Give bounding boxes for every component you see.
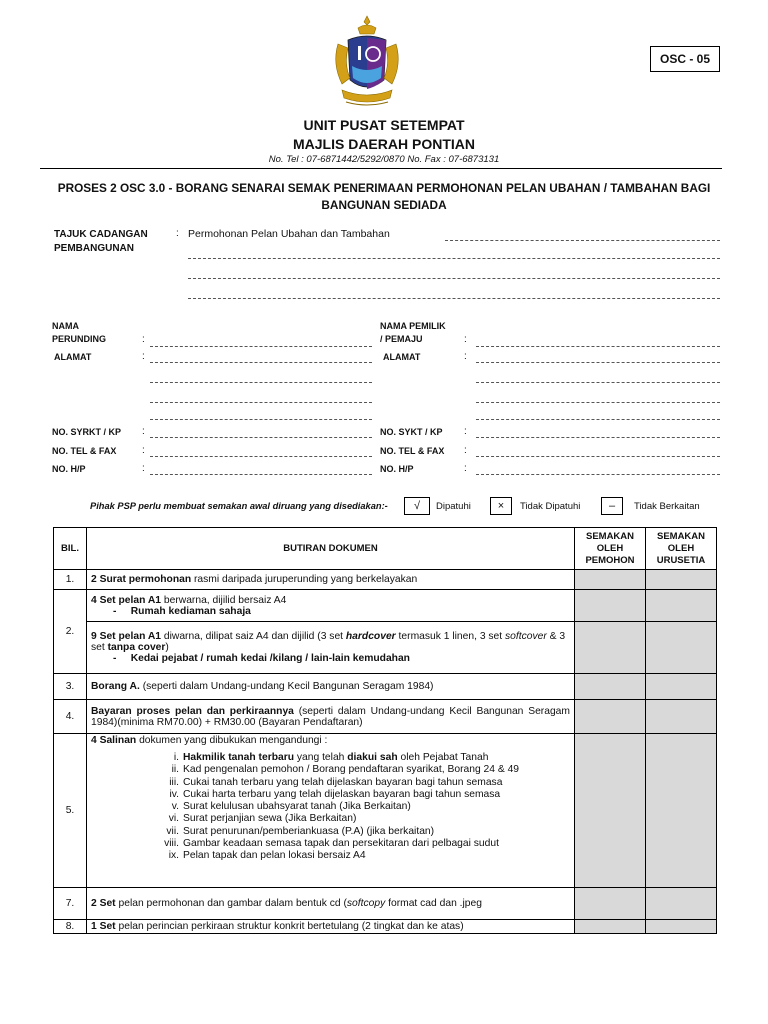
tajuk-cadangan-label: TAJUK CADANGAN PEMBANGUNAN xyxy=(54,229,148,254)
row-number: 2. xyxy=(54,590,87,674)
no-tel-fax-label: NO. TEL & FAX xyxy=(52,446,117,456)
pemohon-check-cell[interactable] xyxy=(575,570,646,590)
urusetia-check-cell[interactable] xyxy=(646,734,717,888)
row-description: Borang A. (seperti dalam Undang-undang Kecil Bangunan Seragam 1984) xyxy=(87,674,575,700)
pemohon-check-cell[interactable] xyxy=(575,590,646,622)
row-number: 3. xyxy=(54,674,87,700)
table-header-row xyxy=(54,528,717,570)
sublist-item-text: Pelan tapak dan pelan lokasi bersaiz A4 xyxy=(183,850,366,862)
urusetia-check-cell[interactable] xyxy=(646,920,717,934)
sublist-item-text: Gambar keadaan semasa tapak dan persekitaran dari pelbagai sudut xyxy=(183,838,499,850)
tajuk-line-3[interactable] xyxy=(188,278,720,279)
no-syrkt-field[interactable] xyxy=(150,437,372,438)
table-row xyxy=(54,734,717,888)
urusetia-check-cell[interactable] xyxy=(646,622,717,674)
urusetia-check-cell[interactable] xyxy=(646,700,717,734)
no-syrkt-label: NO. SYRKT / KP xyxy=(52,427,122,437)
no-hp-field[interactable] xyxy=(150,474,372,475)
table-row xyxy=(54,570,717,590)
no-tel-fax-pemilik-field[interactable] xyxy=(476,456,720,457)
sublist-item xyxy=(168,813,570,825)
sublist-item-text: Cukai harta terbaru yang telah dijelaskan bayaran bagi tahun semasa xyxy=(183,788,501,800)
alamat-pemilik-field-1[interactable] xyxy=(476,362,720,363)
sublist-item-number: vi. xyxy=(168,813,179,825)
table-row xyxy=(54,700,717,734)
tajuk-line-1[interactable] xyxy=(445,240,720,241)
colon: : xyxy=(142,351,145,362)
process-title: PROSES 2 OSC 3.0 - BORANG SENARAI SEMAK PENERIMAAN PERMOHONAN PELAN UBAHAN / TAMBAHAN BAGI BANGUNAN SEDIADA xyxy=(57,181,711,212)
header-divider xyxy=(40,168,722,169)
header-bil: BIL. xyxy=(54,528,87,570)
no-sykt-label: NO. SYKT / KP xyxy=(380,427,443,437)
colon: : xyxy=(142,426,145,437)
alamat-field-1[interactable] xyxy=(150,362,372,363)
sublist-item xyxy=(171,801,570,813)
row-description: 1 Set pelan perincian perkiraan struktur konkrit bertetulang (2 tingkat dan ke atas) xyxy=(87,920,575,934)
colon: : xyxy=(464,334,467,345)
table-row xyxy=(54,590,717,622)
row-number: 1. xyxy=(54,570,87,590)
sublist-item xyxy=(171,764,570,776)
document-checklist-table xyxy=(53,527,717,934)
colon: : xyxy=(464,351,467,362)
sublist-item-number: iv. xyxy=(169,788,179,800)
document-sublist xyxy=(91,752,570,863)
sublist-item-number: ii. xyxy=(171,764,179,776)
row-description: Bayaran proses pelan dan perkiraannya (seperti dalam Undang-undang Kecil Bangunan Seragam 1984)(minima RM70.00) + RM30.00 (Bayaran Pendaftaran) xyxy=(87,700,575,734)
row-number: 8. xyxy=(54,920,87,934)
sublist-item-number: vii. xyxy=(166,825,179,837)
sublist-item xyxy=(166,825,570,838)
sublist-item-number: viii. xyxy=(164,838,179,850)
contact-line: No. Tel : 07-6871442/5292/0870 No. Fax : 07-6873131 xyxy=(268,154,500,165)
no-tel-fax-pemilik-label: NO. TEL & FAX xyxy=(380,446,445,456)
legend-instruction: Pihak PSP perlu membuat semakan awal diruang yang disediakan:- xyxy=(90,501,388,511)
sublist-item-text: diakui sah xyxy=(347,752,398,763)
sublist-item-text: Surat perjanjian sewa (Jika Berkaitan) xyxy=(183,813,357,825)
cross-mark-icon: × xyxy=(490,497,512,515)
colon: : xyxy=(464,463,467,474)
colon: : xyxy=(142,334,145,345)
alamat-field-2[interactable] xyxy=(150,382,372,383)
row-number: 5. xyxy=(54,734,87,888)
table-row xyxy=(54,920,717,934)
nama-pemilik-field[interactable] xyxy=(476,346,720,347)
colon: : xyxy=(142,463,145,474)
sublist-item xyxy=(169,788,570,801)
alamat-label: ALAMAT xyxy=(54,352,92,362)
pemohon-check-cell[interactable] xyxy=(575,734,646,888)
pemohon-check-cell[interactable] xyxy=(575,700,646,734)
nama-perunding-label: NAMA PERUNDING xyxy=(52,321,107,344)
sublist-item xyxy=(164,838,570,850)
tajuk-line-2[interactable] xyxy=(188,258,720,259)
no-hp-pemilik-field[interactable] xyxy=(476,474,720,475)
sublist-item-number: iii. xyxy=(169,776,179,788)
colon: : xyxy=(464,426,467,437)
legend-tidak-berkaitan: Tidak Berkaitan xyxy=(634,501,700,512)
urusetia-check-cell[interactable] xyxy=(646,570,717,590)
nama-pemilik-label: NAMA PEMILIK / PEMAJU xyxy=(380,321,446,344)
form-code-box: OSC - 05 xyxy=(650,46,720,72)
unit-title: UNIT PUSAT SETEMPAT xyxy=(303,117,465,133)
alamat-pemilik-field-4[interactable] xyxy=(476,419,720,420)
row-number: 7. xyxy=(54,888,87,920)
nama-perunding-field[interactable] xyxy=(150,346,372,347)
row-number: 4. xyxy=(54,700,87,734)
pemohon-check-cell[interactable] xyxy=(575,674,646,700)
no-hp-label: NO. H/P xyxy=(52,464,86,474)
sublist-item-text: Kad pengenalan pemohon / Borang pendaftaran syarikat, Borang 24 & 49 xyxy=(183,764,520,776)
check-mark-icon: √ xyxy=(404,497,430,515)
urusetia-check-cell[interactable] xyxy=(646,674,717,700)
sublist-item-text: Surat kelulusan ubahsyarat tanah (Jika Berkaitan) xyxy=(183,801,411,813)
alamat-pemilik-field-2[interactable] xyxy=(476,382,720,383)
alamat-field-4[interactable] xyxy=(150,419,372,420)
header-butiran: BUTIRAN DOKUMEN xyxy=(87,528,575,570)
sublist-item-number: i. xyxy=(173,752,179,763)
row-description: 2 Set pelan permohonan dan gambar dalam bentuk cd (softcopy format cad dan .jpeg xyxy=(87,888,575,920)
row-description: 2 Surat permohonan rasmi daripada juruperunding yang berkelayakan xyxy=(87,570,575,590)
sublist-item xyxy=(169,776,570,789)
no-sykt-field[interactable] xyxy=(476,437,720,438)
sublist-item xyxy=(168,850,570,862)
sublist-item-number: v. xyxy=(171,801,179,813)
council-crest-logo xyxy=(328,14,406,114)
pemohon-check-cell[interactable] xyxy=(575,888,646,920)
no-hp-pemilik-label: NO. H/P xyxy=(380,464,414,474)
sublist-item-text: Cukai tanah terbaru yang telah dijelaskan bayaran bagi tahun semasa xyxy=(183,776,503,788)
row-description: 4 Set pelan A1 berwarna, dijilid bersaiz A4 - Rumah kediaman sahaja xyxy=(87,590,575,622)
sublist-item-text: yang telah xyxy=(294,752,348,763)
sublist-item-text: Hakmilik tanah terbaru xyxy=(183,752,295,763)
row-description: 9 Set pelan A1 diwarna, dilipat saiz A4 dan dijilid (3 set hardcover termasuk 1 linen, 3 set softcover & 3 set tanpa cover) - Kedai pejabat / rumah kedai /kilang / lain-lain kemudahan xyxy=(87,622,575,674)
sublist-item xyxy=(173,752,570,764)
council-title: MAJLIS DAERAH PONTIAN xyxy=(292,136,475,152)
sublist-item-text: oleh Pejabat Tanah xyxy=(397,752,489,763)
legend-dipatuhi: Dipatuhi xyxy=(436,501,471,512)
colon: : xyxy=(176,228,179,239)
colon: : xyxy=(464,445,467,456)
urusetia-check-cell[interactable] xyxy=(646,590,717,622)
colon: : xyxy=(142,445,145,456)
urusetia-check-cell[interactable] xyxy=(646,888,717,920)
pemohon-check-cell[interactable] xyxy=(575,920,646,934)
legend-tidak-dipatuhi: Tidak Dipatuhi xyxy=(520,501,581,512)
tajuk-cadangan-value: Permohonan Pelan Ubahan dan Tambahan xyxy=(188,228,390,240)
sublist-item-text: Surat penurunan/pemberiankuasa (P.A) (jika berkaitan) xyxy=(183,825,435,837)
table-row xyxy=(54,888,717,920)
no-tel-fax-field[interactable] xyxy=(150,456,372,457)
alamat-field-3[interactable] xyxy=(150,402,372,403)
alamat-pemilik-field-3[interactable] xyxy=(476,402,720,403)
header-semakan-pemohon: SEMAKAN OLEH PEMOHON xyxy=(575,528,646,570)
dash-mark-icon: – xyxy=(601,497,623,515)
table-row xyxy=(54,674,717,700)
pemohon-check-cell[interactable] xyxy=(575,622,646,674)
table-row xyxy=(54,622,717,674)
alamat-pemilik-label: ALAMAT xyxy=(383,352,421,362)
header-semakan-urusetia: SEMAKAN OLEH URUSETIA xyxy=(646,528,717,570)
row-description: 4 Salinan dokumen yang dibukukan mengandungi : i. Hakmilik tanah terbaru yang telah diakui sah oleh Pejabat Tanah ii. Kad pengenalan pemohon / Borang pendaftaran syarikat, Borang 24 & 49 iii. Cukai tanah terbaru yang telah dijelaskan bayaran bagi tahun semasa iv. Cukai harta terbaru yang telah dijelaskan bayaran bagi tahun semasa v. Surat kelulusan ubahsyarat tanah (Jika Berkaitan) vi. Surat perjanjian sewa (Jika Berkaitan) vii. Surat penurunan/pemberiankuasa (P.A) (jika berkaitan) viii. Gambar keadaan semasa tapak dan persekitaran dari pelbagai sudut ix. Pelan tapak dan pelan lokasi bersaiz A4 xyxy=(87,734,575,888)
tajuk-line-4[interactable] xyxy=(188,298,720,299)
sublist-item-number: ix. xyxy=(168,850,179,862)
